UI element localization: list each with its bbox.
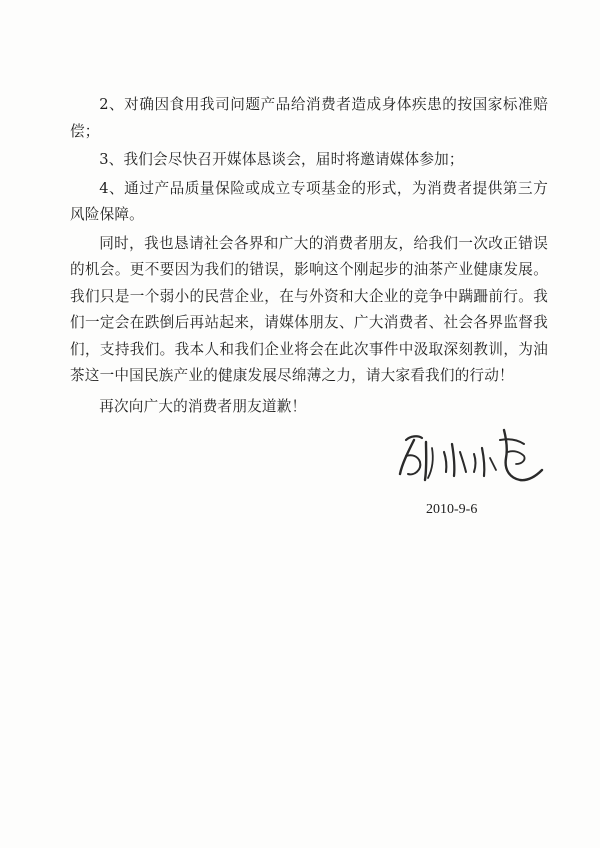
paragraph-item-4: 4、通过产品质量保险或成立专项基金的形式，为消费者提供第三方风险保障。 <box>70 179 548 223</box>
paragraph-item-3: 3、我们会尽快召开媒体恳谈会，届时将邀请媒体参加； <box>99 151 464 168</box>
paragraph-appeal: 同时，我也恳请社会各界和广大的消费者朋友，给我们一次改正错误的机会。更不要因为我们的错误，影响这个刚起步的油茶产业健康发展。我们只是一个弱小的民营企业，在与外资和大企业的竞争中蹒跚前行。我们一定会在跌倒后再站起来，请媒体朋友、广大消费者、社会各界监督我们，支持我们。我本人和我们企业将会在此次事件中汲取深刻教训，为油茶这一中国民族产业的健康发展尽绵薄之力，请大家看我们的行动！ <box>70 234 548 384</box>
letter-body <box>70 92 548 424</box>
paragraph-apology: 再次向广大的消费者朋友道歉！ <box>99 397 307 415</box>
signature-icon <box>392 418 552 498</box>
paragraph-item-2: 2、对确因食用我司问题产品给消费者造成身体疾患的按国家标准赔偿； <box>70 96 548 140</box>
letter-date: 2010-9-6 <box>426 502 478 517</box>
